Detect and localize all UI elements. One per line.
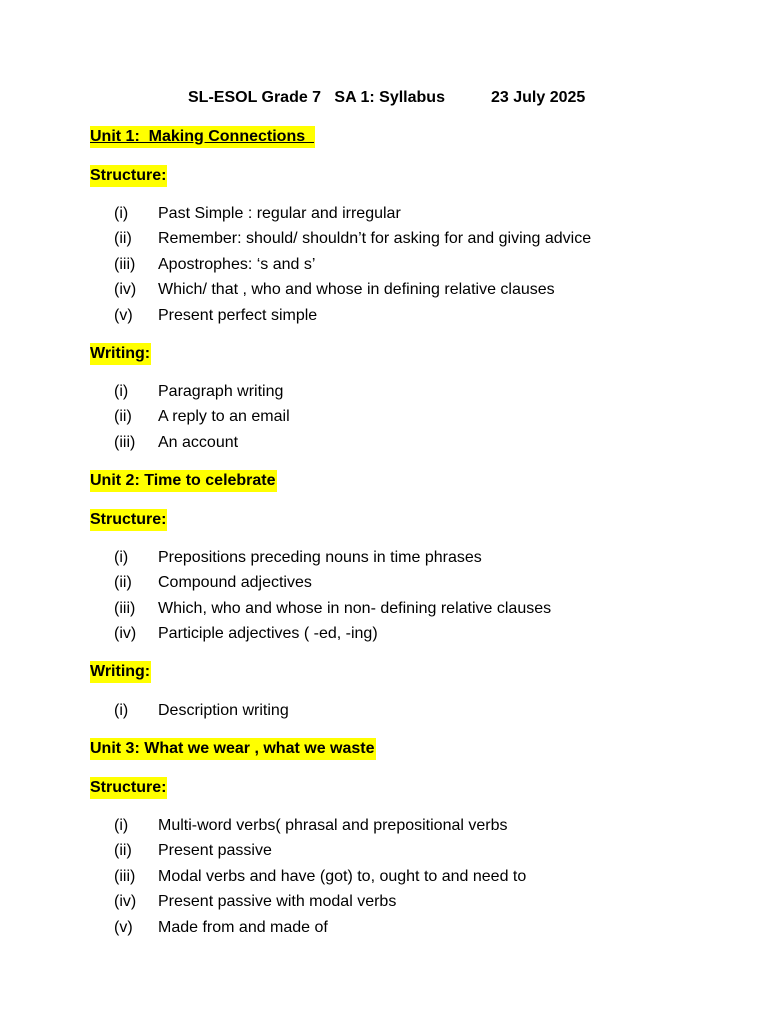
list-item bbox=[0, 891, 768, 916]
list-item bbox=[0, 305, 768, 330]
list-item bbox=[0, 406, 768, 431]
document-header bbox=[0, 89, 768, 111]
list-item bbox=[0, 700, 768, 725]
list-item bbox=[0, 381, 768, 406]
item-number: (iii) bbox=[114, 433, 136, 451]
item-text: Which/ that , who and whose in defining relative clauses bbox=[158, 281, 555, 299]
item-number: (ii) bbox=[114, 842, 132, 860]
unit-1-writing-label: Writing: bbox=[90, 343, 151, 365]
item-text: Description writing bbox=[158, 702, 289, 719]
list-item bbox=[0, 598, 768, 623]
item-text: Modal verbs and have (got) to, ought to and need to bbox=[158, 867, 527, 885]
document-title: SL-ESOL Grade 7 SA 1: Syllabus bbox=[188, 89, 445, 106]
list-item bbox=[0, 547, 768, 572]
list-item bbox=[0, 866, 768, 891]
item-text: A reply to an email bbox=[158, 408, 290, 426]
item-number: (iv) bbox=[114, 281, 137, 299]
item-text: An account bbox=[158, 433, 239, 451]
item-number: (ii) bbox=[114, 574, 132, 592]
item-number: (iv) bbox=[114, 625, 137, 643]
list-item bbox=[0, 917, 768, 942]
item-text: Prepositions preceding nouns in time phrases bbox=[158, 549, 482, 566]
item-number: (iii) bbox=[114, 255, 136, 273]
item-number: (iii) bbox=[114, 599, 136, 617]
unit-3-structure-label: Structure: bbox=[90, 777, 167, 799]
item-text: Past Simple : regular and irregular bbox=[158, 205, 401, 222]
list-item bbox=[0, 228, 768, 253]
item-number: (ii) bbox=[114, 230, 132, 248]
unit-1-structure-list bbox=[0, 203, 768, 330]
document-date: 23 July 2025 bbox=[491, 89, 586, 106]
unit-3-structure-list bbox=[0, 815, 768, 942]
unit-2-structure-label: Structure: bbox=[90, 509, 167, 531]
unit-1-writing-list bbox=[0, 381, 768, 457]
item-number: (i) bbox=[114, 549, 129, 566]
list-item bbox=[0, 203, 768, 228]
item-text: Made from and made of bbox=[158, 918, 328, 936]
item-number: (ii) bbox=[114, 408, 132, 426]
item-text: Present perfect simple bbox=[158, 306, 318, 324]
unit-1-heading: Unit 1: Making Connections bbox=[90, 126, 315, 148]
item-number: (v) bbox=[114, 306, 133, 324]
item-number: (iii) bbox=[114, 867, 136, 885]
item-text: Multi-word verbs( phrasal and prepositional verbs bbox=[158, 817, 508, 834]
list-item bbox=[0, 840, 768, 865]
unit-2-structure-list bbox=[0, 547, 768, 649]
unit-2-writing-list bbox=[0, 700, 768, 725]
item-number: (iv) bbox=[114, 893, 137, 911]
item-text: Compound adjectives bbox=[158, 574, 312, 592]
list-item bbox=[0, 279, 768, 304]
item-text: Paragraph writing bbox=[158, 383, 284, 400]
unit-2-writing-label: Writing: bbox=[90, 661, 151, 683]
item-number: (v) bbox=[114, 918, 133, 936]
item-number: (i) bbox=[114, 383, 129, 400]
item-text: Which, who and whose in non- defining relative clauses bbox=[158, 599, 552, 617]
list-item bbox=[0, 815, 768, 840]
item-number: (i) bbox=[114, 817, 129, 834]
item-number: (i) bbox=[114, 702, 129, 719]
unit-1-structure-label: Structure: bbox=[90, 165, 167, 187]
unit-3-heading: Unit 3: What we wear , what we waste bbox=[90, 738, 376, 760]
list-item bbox=[0, 623, 768, 648]
item-text: Remember: should/ shouldn’t for asking for and giving advice bbox=[158, 230, 592, 248]
item-text: Present passive with modal verbs bbox=[158, 893, 397, 911]
item-text: Apostrophes: ‘s and s’ bbox=[158, 255, 316, 273]
list-item bbox=[0, 572, 768, 597]
list-item bbox=[0, 254, 768, 279]
item-number: (i) bbox=[114, 205, 129, 222]
unit-2-heading: Unit 2: Time to celebrate bbox=[90, 470, 277, 492]
list-item bbox=[0, 432, 768, 457]
item-text: Present passive bbox=[158, 842, 272, 860]
item-text: Participle adjectives ( -ed, -ing) bbox=[158, 625, 378, 643]
